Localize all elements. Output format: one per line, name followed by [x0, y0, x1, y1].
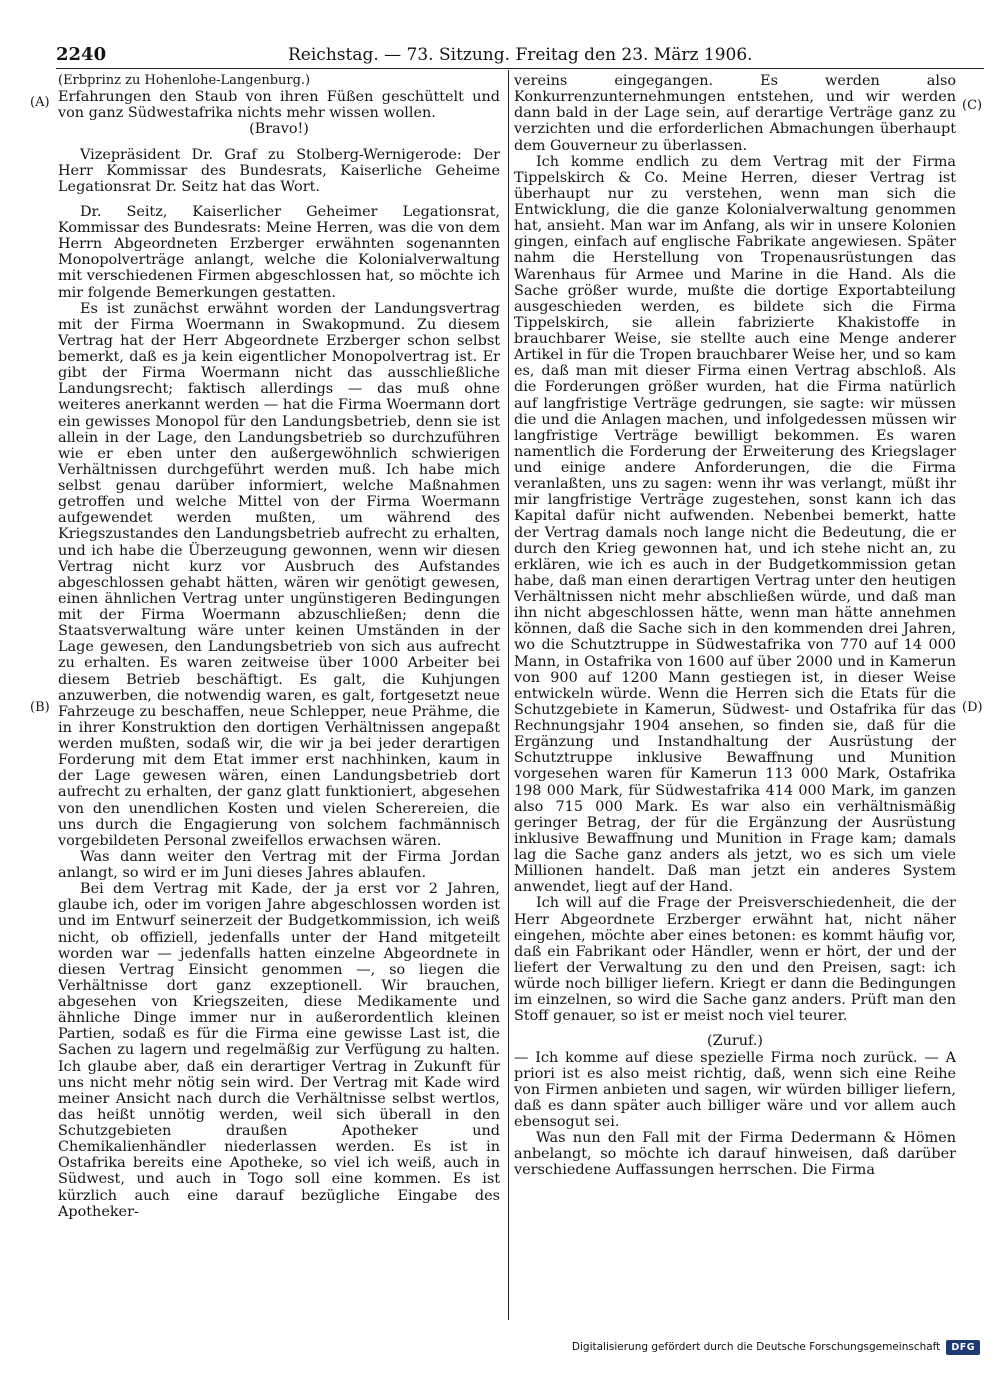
footer — [572, 1336, 980, 1358]
column-divider — [508, 70, 509, 1320]
left-column — [58, 73, 500, 1321]
funding-note: Digitalisierung gefördert durch die Deutsche Forschungsgemeinschaft — [571, 1341, 941, 1353]
dfg-logo: DFG — [946, 1340, 980, 1355]
paragraph: vereins eingegangen. Es werden also Konkurrenzunternehmungen entstehen, und wir werden dann bald in der Lage sein, auf derartige Verträge ganz zu verzichten und die erforderlichen Abmachungen überhaupt dem Gouverneur zu überlassen. — [514, 73, 956, 154]
paragraph: Bei dem Vertrag mit Kade, der ja erst vor 2 Jahren, glaube ich, oder im vorigen Jahre abgeschlossen worden ist und im Entwurf seinerzeit der Budgetkommission, ich weiß nicht, ob offiziell, jedenfalls unter der Hand mitgeteilt worden war — jedenfalls hatten einzelne Abgeordnete in diesen Vertrag Einsicht genommen —, so liegen die Verhältnisse dort ganz exzeptionell. Wir brauchen, abgesehen von Kriegszeiten, diese Medikamente und ähnliche Dinge immer nur in außerordentlich kleinen Partien, sodaß es für die Firma eine gewisse Last ist, die Sachen zu lagern und regelmäßig zur Verfügung zu halten. Ich glaube aber, daß ein derartiger Vertrag in Zukunft für uns nicht mehr nötig sein wird. Der Vertrag mit Kade wird meiner Ansicht nach durch die Verhältnisse selbst wertlos, das heißt unnötig werden, weil sich überall in den Schutzgebieten draußen Apotheker und Chemikalienhändler niederlassen werden. Es ist in Ostafrika bereits eine Apotheke, so viel ich weiß, auch in Südwest, und auch in Togo soll eine kommen. Es ist kürzlich auch eine darauf bezügliche Eingabe des Apotheker- — [58, 881, 500, 1220]
paragraph-vice-president: Vizepräsident Dr. Graf zu Stolberg-Wernigerode: Der Herr Kommissar des Bundesrats, Kaiserliche Geheime Legationsrat Dr. Seitz hat das Wort. — [58, 146, 500, 195]
paragraph: Erfahrungen den Staub von ihren Füßen geschüttelt und von ganz Südwestafrika nichts mehr wissen wollen. — [58, 89, 500, 122]
page-number: 2240 — [56, 44, 107, 65]
margin-marker-d: (D) — [962, 700, 983, 715]
paragraph: Ich will auf die Frage der Preisverschiedenheit, die der Herr Abgeordnete Erzberger erwähnt hat, nicht näher eingehen, möchte aber eines betonen: es kommt häufig vor, daß ein Fabrikant oder Händler, wenn er hört, der und der liefert der Verwaltung zu den und den Preisen, sagt: ich würde noch billiger liefern. Kriegt er dann die Bedingungen im einzelnen, so wird die Sache ganz anders. Prüft man den Stoff genauer, so ist er meist noch viel teurer. — [514, 895, 956, 1025]
margin-marker-c: (C) — [962, 98, 983, 113]
paragraph: Was nun den Fall mit der Firma Dedermann & Hömen anbelangt, so möchte ich darauf hinweisen, daß darüber verschiedene Auffassungen herrschen. Die Firma — [514, 1130, 956, 1179]
paragraph-speaker-intro: Dr. Seitz, Kaiserlicher Geheimer Legationsrat, Kommissar des Bundesrats: Meine Herren, was die von dem Herrn Abgeordneten Erzberger erwähnten sogenannten Monopolverträge anlangt, welche die Kolonialverwaltung mit verschiedenen Firmen abgeschlossen hat, so möchte ich mir folgende Bemerkungen gestatten. — [58, 203, 500, 301]
paragraph: Es ist zunächst erwähnt worden der Landungsvertrag mit der Firma Woermann in Swakopmund. Zu diesem Vertrag hat der Herr Abgeordnete Erzberger schon selbst bemerkt, daß es ja kein eigentlicher Monopolvertrag ist. Er gibt der Firma Woermann nicht das ausschließliche Landungsrecht; faktisch allerdings — das muß ohne weiteres anerkannt werden — hat die Firma Woermann dort ein gewisses Monopol für den Landungsbetrieb, denn sie ist allein in der Lage, den Landungsbetrieb so durchzuführen wie er eben unter den außergewöhnlich schwierigen Verhältnissen durchgeführt werden muß. Ich habe mich selbst genau darüber informiert, welche Maßnahmen getroffen und welche Mittel von der Firma Woermann aufgewendet werden mußten, um während des Kriegszustandes den Landungsbetrieb aufrecht zu erhalten, und ich habe die Überzeugung gewonnen, wenn wir diesen Vertrag nicht kurz vor Ausbruch des Aufstandes abgeschlossen gehabt hätten, wären wir genötigt gewesen, einen ähnlichen Vertrag unter ungünstigeren Bedingungen mit der Firma Woermann abzuschließen; denn die Staatsverwaltung wäre unter keinen Umständen in der Lage gewesen, den Landungsbetrieb von sich aus aufrecht zu erhalten. Es waren zeitweise über 1000 Arbeiter bei diesem Betrieb beschäftigt. Es galt, die Kuhjungen anzuwerben, die notwendig waren, es galt, fortgesetzt neue Fahrzeuge zu beschaffen, neue Schlepper, neue Prähme, die in ihrer Konstruktion den dortigen Verhältnissen angepaßt werden mußten, sodaß wir, die wir ja bei jeder derartigen Forderung mit dem Etat immer erst nachhinken, kaum in der Lage gewesen wären, einen Landungsbetrieb dort aufrecht zu erhalten, der ganz glatt funktioniert, abgesehen von den unendlichen Kosten und vielen Scherereien, die uns durch die Engagierung von solchem fachmännisch vorgebildeten Personal zweifellos erwachsen wären. — [58, 300, 500, 849]
header-rule — [56, 68, 984, 69]
paragraph: — Ich komme auf diese spezielle Firma noch zurück. — A priori ist es also meist richtig, daß, wenn sich eine Reihe von Firmen anbieten und sagen, wir würden billiger liefern, daß es dann später auch billiger wäre und vor allem auch ebensogut sei. — [514, 1049, 956, 1130]
interjection: (Bravo!) — [249, 121, 309, 138]
paragraph: Ich komme endlich zu dem Vertrag mit der Firma Tippelskirch & Co. Meine Herren, dieser Vertrag ist überhaupt nur zu verstehen, wenn man sich die Entwicklung, die die ganze Kolonialverwaltung genommen hat, ansieht. Man war im Anfang, als wir in unsere Kolonien gingen, einfach auf englische Fabrikate angewiesen. Später nahm die Herstellung von Tropenausrüstungen das Warenhaus für Armee und Marine in die Hand. Als die Sache größer wurde, mußte die dortige Exportabteilung ausgeschieden werden, es bildete sich die Firma Tippelskirch, sie allein fabrizierte Khakistoffe in brauchbarer Weise, sie stellte auch eine Menge anderer Artikel in für die Tropen brauchbarer Weise her, und so kam es, daß man mit dieser Firma einen Vertrag abschloß. Als die Forderungen größer wurden, hat die Firma natürlich auf langfristige Verträge gedrungen, sie sagte: wir müssen die und die Anlagen machen, und infolgedessen müssen wir langfristige Verträge bewilligt bekommen. Es waren namentlich die Forderung der Erweiterung des Kriegslager und einige andere Anforderungen, die die Firma veranlaßten, uns zu sagen: wenn ihr was verlangt, müßt ihr mir langfristige Verträge zugestehen, sonst kann ich das Kapital dafür nicht aufwenden. Nebenbei bemerkt, hatte der Vertrag damals noch lange nicht die Bedeutung, die er durch den Krieg gewonnen hat, und ich stehe nicht an, zu erklären, wie ich es auch in der Budgetkommission getan habe, daß man einen derartigen Vertrag unter den heutigen Verhältnissen nicht mehr abschließen würde, und daß man ihn nicht abgeschlossen hätte, wenn man hätte annehmen können, daß die Sache sich in den kommenden drei Jahren, wo die Schutztruppe in Südwestafrika von 770 auf 14 000 Mann, in Ostafrika von 1600 auf über 2000 und in Kamerun von 900 auf 1200 Mann gestiegen ist, in dieser Weise entwickeln würde. Wenn die Herren sich die Etats für die Schutzgebiete in Kamerun, Südwest- und Ostafrika für das Rechnungsjahr 1904 ansehen, so finden sie, daß für die Ergänzung und Instandhaltung der Ausrüstung der Schutztruppe inklusive Bewaffnung und Munition vorgesehen waren für Kamerun 113 000 Mark, Ostafrika 198 000 Mark, für Südwestafrika 414 000 Mark, im ganzen also 715 000 Mark. Es war also ein verhältnismäßig geringer Betrag, der für die Ergänzung der Ausrüstung inklusive Bewaffnung und Munition in Frage kam; damals lag die Sache ganz anders als jetzt, wo es sich um viele Millionen handelt. Daß man jetzt ein anderes System anwendet, liegt auf der Hand. — [514, 153, 956, 896]
running-title: Reichstag. — 73. Sitzung. Freitag den 23. März 1906. — [288, 45, 753, 65]
margin-marker-b: (B) — [30, 700, 50, 715]
paragraph: Was dann weiter den Vertrag mit der Firma Jordan anlangt, so wird er im Juni dieses Jahres ablaufen. — [58, 848, 500, 881]
speaker-continuation: (Erbprinz zu Hohenlohe-Langenburg.) — [58, 73, 311, 88]
right-column — [514, 73, 956, 1321]
interjection: (Zuruf.) — [706, 1033, 764, 1050]
page-header — [56, 44, 984, 68]
margin-marker-a: (A) — [30, 95, 50, 110]
